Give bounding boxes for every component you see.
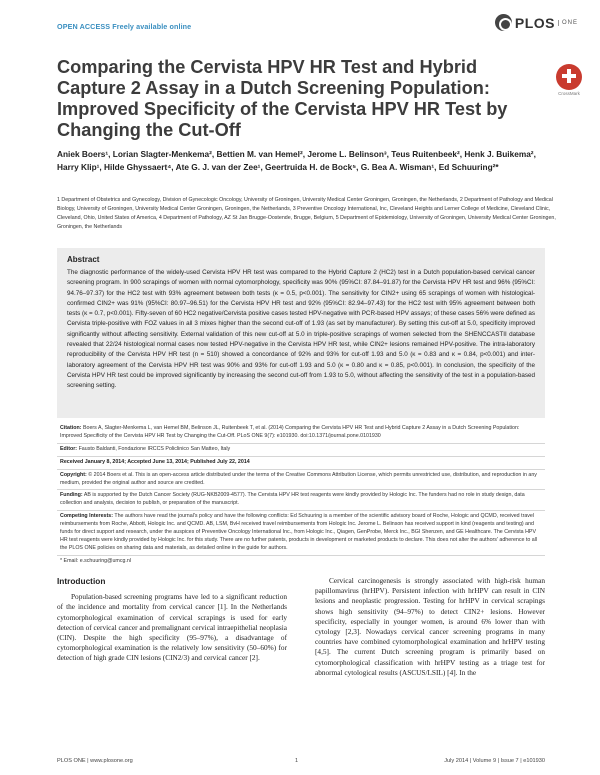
citation-label: Citation: — [60, 425, 82, 431]
affiliations: 1 Department of Obstetrics and Gynecology, Division of Gynecologic Oncology, University of Groningen, University Medical Center Groningen, Groningen, the Netherlands, 2 Department of Pathology and Medical Biology, University of Groningen, University Medical Center Groningen, Groningen, the Netherlands, 3 Preventive Oncology International, Inc, Cleveland Heights and Lerner College of Medicine, Cleveland Clinic, Cleveland, Ohio, United States of America, 4 Department of Pathology, AZ St Jan Brugge-Oostende, Brugge, Belgium, 5 Department of Epidemiology, University of Groningen, University Medical Center Groningen, Groningen, the Netherlands — [57, 197, 556, 230]
editor-text: Fausto Baldanti, Fondazione IRCCS Policlinico San Matteo, Italy — [78, 445, 231, 452]
article-title: Comparing the Cervista HPV HR Test and Hybrid Capture 2 Assay in a Dutch Screening Population: Improved Specificity of the Cervista HPV HR Test by Changing the Cut-Off — [57, 57, 508, 140]
editor-label: Editor: — [60, 445, 78, 452]
abstract-box — [57, 248, 545, 418]
crossmark-badge[interactable] — [551, 64, 587, 96]
open-access-banner — [57, 22, 191, 31]
plos-brand: PLOS — [514, 14, 555, 31]
plos-brand-sub: ONE — [558, 20, 578, 26]
intro-column-right — [315, 576, 545, 678]
abstract-text: The diagnostic performance of the widely-used Cervista HPV HR test was compared to the Hybrid Capture 2 (HC2) test in a Dutch population-based cervical cancer screening program. In 900 scrapings of women with normal cytomorphology, specificity was 90% (95%CI: 87.84–91.87) for the Cervista HPV HR test and 96% (95%CI: 94.76–97.37) for the HC2 test with 93% agreement between both tests (κ = 0.5, p<0.001). The sensitivity for CIN2+ using 65 scrapings of women with histological-confirmed CIN2+ was 91% (95%CI: 80.97–96.51) for the Cervista HPV HR test and 92% (95%CI: 82.94–97.43) for the HC2 test with 95% agreement between both tests (κ = 0.7, p<0.001). Fifty-seven of 60 HC2 negative/Cervista positive cases tested HPV-negative with PCR-based HPV assays; of these cases 56% were defined as Cervista triple-positive with FOZ values in all 3 mixes higher than the second cut-off of 1.93 (as set by manufacturer). By setting this cut-off at 5.0, specificity improved significantly without affecting sensitivity. External validation of this new cut-off at 5.0 in triple-positive scrapings of women selected from the SHENCCASTII database revealed that 22/24 histological normal cases now tested HPV-negative in the Cervista HPV HR test, while CIN2+ lesions remained HPV-positive. The intra-laboratory reproducibility of the Cervista HPV HR test (n = 510) showed a concordance of 92% and 93% for cut-off 1.93 and 5.0 (κ = 0.83 and κ = 0.84, p<0.001) and inter-laboratory agreement of the Cervista HPV HR test was 90% and 93% for cut-off 1.93 and 5.0 (κ = 0.80 and κ = 0.85, p<0.001). In conclusion, the specificity of the Cervista HPV HR test could be improved significantly by increasing the second cut-off from 1.93 to 5.0, without affecting the sensitivity of the test in a population-based screening setting. — [67, 269, 535, 390]
copyright-label: Copyright: — [60, 471, 87, 478]
citation-text: Boers A, Slagter-Menkema L, van Hemel BM, Belinson JL, Ruitenbeek T, et al. (2014) Comparing the Cervista HPV HR Test and Hybrid Capture 2 Assay in a Dutch Screening Population: Improved Specificity of the Cervista HPV HR Test by Changing the Cut-Off. PLoS ONE 9(7): e101930. doi:10.1371/journal.pone.0101930 — [60, 425, 520, 439]
dates — [57, 457, 545, 470]
plos-logo-icon — [495, 14, 512, 31]
funding-text: AB is supported by the Dutch Cancer Society (RUG-NKB2009-4577). The Cervista HPV HR test reagents were kindly provided by Hologic Inc. The funders had no role in study design, data collection and analysis, decision to publish, or preparation of the manuscript. — [60, 492, 525, 507]
section-heading-introduction: Introduction — [57, 576, 106, 586]
crossmark-label: CrossMark — [558, 91, 580, 96]
intro-paragraph-2: Cervical carcinogenesis is strongly associated with high-risk human papillomavirus (hrHPV). Persistent infection with hrHPV can result in CIN lesions and neoplastic progression. Testing for hrHPV in cervical scrapings shows high sensitivity (94–97%) to detect CIN2+ lesions. However specificity, especially in younger women, is around 6% lower than with cytology [2,3]. Nowadays cervical cancer screening programs in many countries have combined cytomorphological examination and hrHPV testing [4,5]. The current Dutch screening program is primarily based on cytomorphological classification with hrHPV testing as a triage test for abnormal cytological results (ASCUS/LSIL) [4]. In the — [315, 576, 545, 677]
citation — [57, 423, 545, 444]
page-number: 1 — [295, 758, 299, 764]
intro-paragraph-1: Population-based screening programs have led to a significant reduction of the incidence and mortality from cervical cancer [1]. In the Netherlands cytomorphological examination of cervical scrapings is used for early detection of cervical cancer and premalignant cervical intraepithelial neoplasia (CIN). Despite the high specificity (95–97%), a disadvantage of cytomorphological examination is the relatively low sensitivity (50–60%) for detection of high grade CIN lesions (CIN2/3) and cervical cancer [2]. — [57, 592, 287, 663]
footer-journal: PLOS ONE | www.plosone.org — [57, 758, 133, 764]
intro-column-left — [57, 576, 287, 664]
open-access-label: OPEN ACCESS Freely available online — [57, 22, 192, 31]
copyright — [57, 470, 545, 491]
journal-header — [0, 0, 600, 36]
dates-text: Received January 8, 2014; Accepted June 13, 2014; Published July 22, 2014 — [60, 458, 250, 465]
editor — [57, 444, 545, 457]
competing-interests — [57, 511, 545, 556]
crossmark-icon — [556, 64, 582, 90]
funding — [57, 490, 545, 511]
corresponding-email[interactable]: * Email: e.schuuring@umcg.nl — [60, 557, 132, 564]
author-list: Aniek Boers¹, Lorian Slagter-Menkema², Bettien M. van Hemel², Jerome L. Belinson³, Teus Ruitenbeek², Henk J. Buikema², Harry Klip¹, Hilde Ghyssaert⁴, Ate G. J. van der Zee¹, Geertruida H. de Bock⁵, G. Bea A. Wisman¹, Ed Schuuring²* — [57, 149, 536, 173]
footer-issue: July 2014 | Volume 9 | Issue 7 | e101930 — [444, 758, 545, 764]
copyright-text: © 2014 Boers et al. This is an open-access article distributed under the terms of the Creative Commons Attribution License, which permits unrestricted use, distribution, and reproduction in any medium, provided the original author and source are credited. — [60, 471, 537, 486]
competing-text: The authors have read the journal's policy and have the following conflicts: Ed Schuuring is a member of the scientific advisory board of Roche, Hologic and QCMD, received travel reimbursements from Roche, Abbott, Hologic Inc. and QCMD. AB, LSM, BvH received travel reimbursements from Hologic Inc. Jerome L. Belinson has received support in kind (reagents and testing) and funds for direct support and research, under the auspices of Preventive Oncology International Inc., from Hologic Inc., Qiagen, GenProbe, Merck Inc., BGI Shenzen, and GE Healthcare. The Cervista HPV HR test reagents were kindly provided by Hologic Inc. for this study. There are no further patents, products in development or marketed products to declare. This does not alter the authors' adherence to all the PLOS ONE policies on sharing data and materials, as detailed online in the guide for authors. — [60, 513, 538, 551]
plos-one-logo — [495, 14, 578, 31]
article-metadata — [57, 423, 545, 568]
competing-label: Competing Interests: — [60, 513, 113, 520]
abstract-heading: Abstract — [67, 255, 100, 264]
funding-label: Funding: — [60, 492, 83, 499]
